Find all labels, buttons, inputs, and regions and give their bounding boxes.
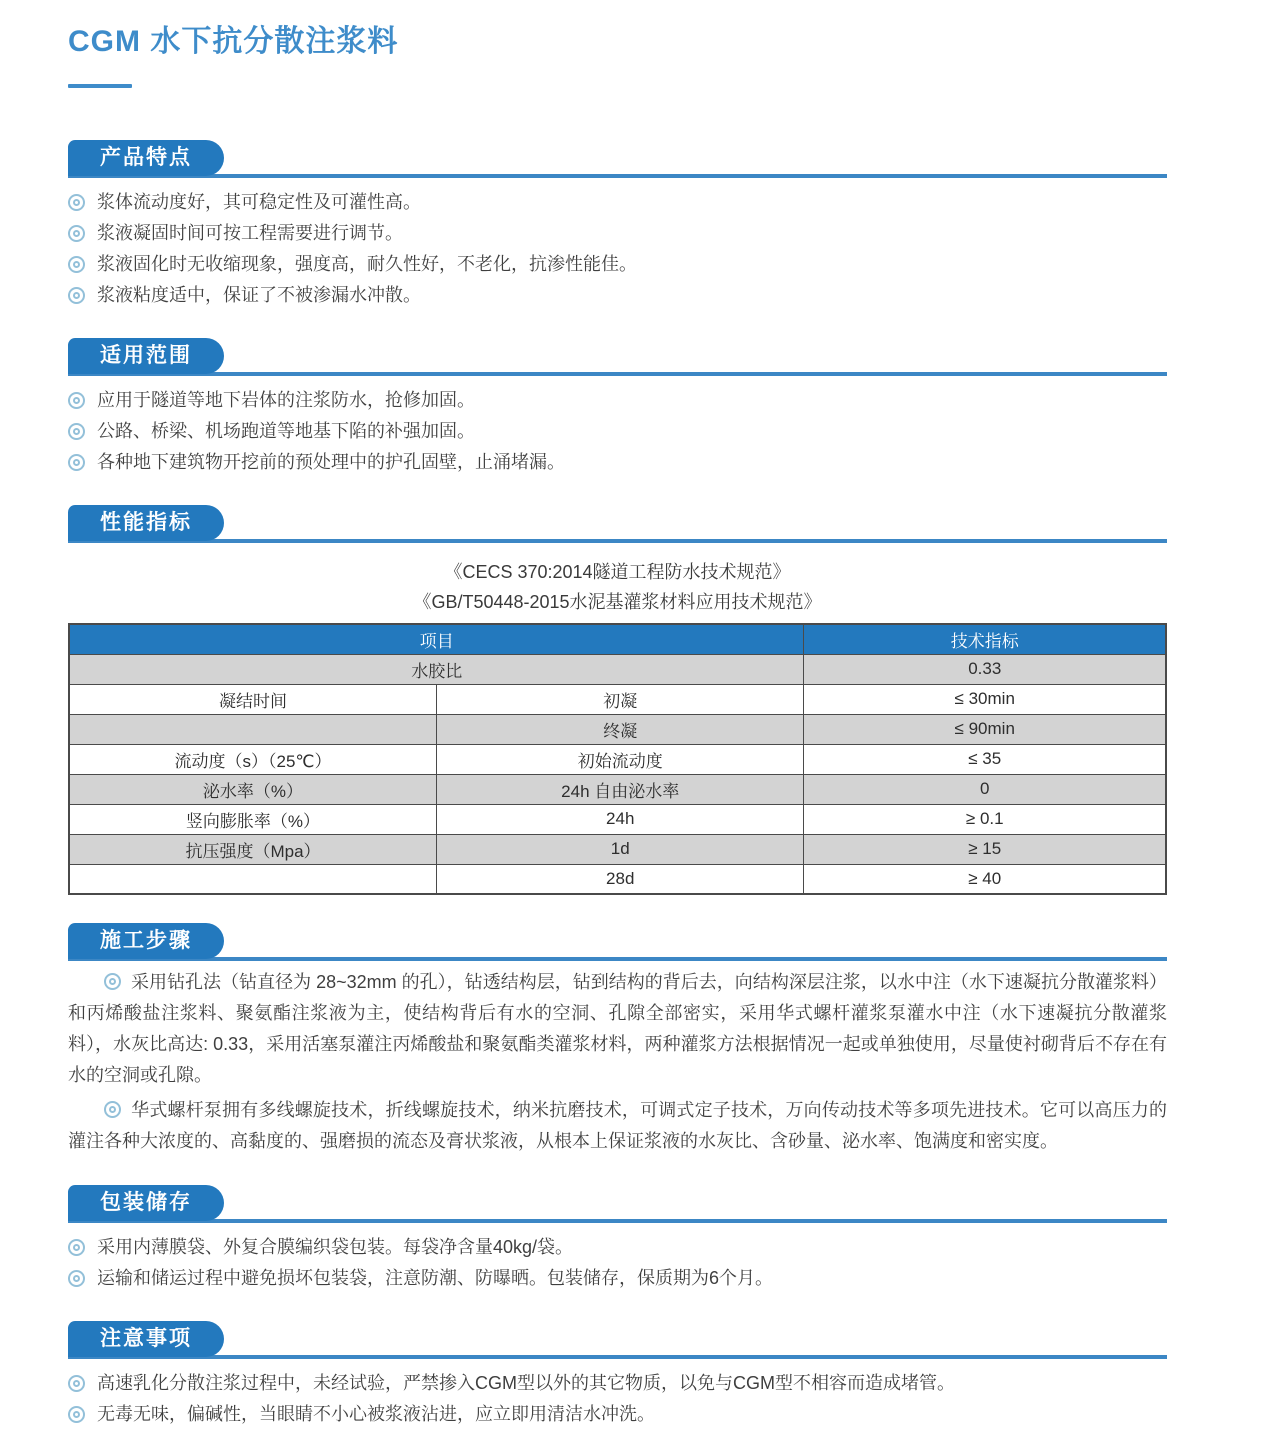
table-row <box>69 804 1166 834</box>
performance-table <box>68 623 1167 895</box>
table-cell: ≤ 35 <box>804 744 1166 774</box>
table-cell: 24h <box>436 804 803 834</box>
table-cell: 终凝 <box>436 714 803 744</box>
table-header-item: 项目 <box>69 624 804 654</box>
list-item-text: 采用内薄膜袋、外复合膜编织袋包装。每袋净含量40kg/袋。 <box>97 1237 574 1257</box>
table-header-indicator: 技术指标 <box>804 624 1166 654</box>
section-header-construction <box>68 923 1167 961</box>
table-cell <box>69 864 436 894</box>
table-row <box>69 714 1166 744</box>
section-header-notes <box>68 1321 1167 1359</box>
product-spec-page <box>0 16 1280 1429</box>
bullseye-bullet-icon <box>68 194 85 211</box>
bullseye-bullet-icon <box>68 1375 85 1392</box>
table-cell: ≥ 40 <box>804 864 1166 894</box>
list-item-text: 浆液粘度适中，保证了不被渗漏水冲散。 <box>97 285 421 305</box>
paragraph-text: 采用钻孔法（钻直径为 28~32mm 的孔），钻透结构层，钻到结构的背后去，向结构深层注浆，以水中注（水下速凝抗分散灌浆料）和丙烯酸盐注浆料、聚氨酯注浆液为主，使结构背后有水的空洞、孔隙全部密实，采用华式螺杆灌浆泵灌水中注（水下速凝抗分散灌浆料），水灰比高达: 0.33，采用活塞泵灌注丙烯酸盐和聚氨酯类灌浆材料，两种灌浆方法根据情况一起或单独使用，尽量使衬砌背后不存在有水的空洞或孔隙。 <box>68 972 1167 1085</box>
table-cell: 28d <box>436 864 803 894</box>
standard-reference: 《CECS 370:2014隧道工程防水技术规范》 <box>444 562 791 582</box>
table-row <box>69 744 1166 774</box>
table-cell: ≥ 0.1 <box>804 804 1166 834</box>
section-badge-scope: 适用范围 <box>68 338 224 374</box>
bullseye-bullet-icon <box>104 973 121 990</box>
table-cell: 泌水率（%） <box>69 774 436 804</box>
page-title: CGM 水下抗分散注浆料 <box>68 25 399 58</box>
features-bullet-list <box>68 188 1167 310</box>
construction-paragraph <box>68 1095 1167 1157</box>
table-cell: 24h 自由泌水率 <box>436 774 803 804</box>
bullseye-bullet-icon <box>104 1101 121 1118</box>
list-item <box>68 250 1167 279</box>
table-row <box>69 684 1166 714</box>
list-item-text: 各种地下建筑物开挖前的预处理中的护孔固壁，止涌堵漏。 <box>97 452 565 472</box>
list-item <box>68 188 1167 217</box>
bullseye-bullet-icon <box>68 454 85 471</box>
list-item <box>68 1400 1167 1429</box>
table-cell: 初始流动度 <box>436 744 803 774</box>
list-item-text: 高速乳化分散注浆过程中，未经试验，严禁掺入CGM型以外的其它物质，以免与CGM型不相容而造成堵管。 <box>97 1373 955 1393</box>
paragraph-text: 华式螺杆泵拥有多线螺旋技术，折线螺旋技术，纳米抗磨技术，可调式定子技术，万向传动技术等多项先进技术。它可以高压力的灌注各种大浓度的、高黏度的、强磨损的流态及膏状浆液，从根本上保证浆液的水灰比、含砂量、泌水率、饱满度和密实度。 <box>68 1100 1167 1151</box>
list-item <box>68 448 1167 477</box>
list-item-text: 应用于隧道等地下岩体的注浆防水，抢修加固。 <box>97 390 475 410</box>
bullseye-bullet-icon <box>68 1406 85 1423</box>
list-item-text: 浆液凝固时间可按工程需要进行调节。 <box>97 223 403 243</box>
section-header-scope <box>68 338 1167 376</box>
table-cell <box>69 714 436 744</box>
table-cell: 抗压强度（Mpa） <box>69 834 436 864</box>
table-cell: 竖向膨胀率（%） <box>69 804 436 834</box>
list-item-text: 浆液固化时无收缩现象，强度高，耐久性好，不老化，抗渗性能佳。 <box>97 254 637 274</box>
packaging-bullet-list <box>68 1233 1167 1293</box>
table-cell: ≤ 90min <box>804 714 1166 744</box>
list-item <box>68 1369 1167 1398</box>
list-item-text: 公路、桥梁、机场跑道等地基下陷的补强加固。 <box>97 421 475 441</box>
list-item-text: 运输和储运过程中避免损坏包装袋，注意防潮、防曝晒。包装储存，保质期为6个月。 <box>97 1268 774 1288</box>
table-cell: 水胶比 <box>69 654 804 684</box>
construction-paragraphs <box>68 967 1167 1157</box>
bullseye-bullet-icon <box>68 225 85 242</box>
table-cell: ≤ 30min <box>804 684 1166 714</box>
list-item <box>68 1264 1167 1293</box>
section-header-features <box>68 140 1167 178</box>
construction-paragraph <box>68 967 1167 1091</box>
list-item <box>68 417 1167 446</box>
bullseye-bullet-icon <box>68 256 85 273</box>
list-item-text: 无毒无味，偏碱性，当眼睛不小心被浆液沾进，应立即用清洁水冲洗。 <box>97 1404 655 1424</box>
title-underline <box>68 84 132 88</box>
bullseye-bullet-icon <box>68 1270 85 1287</box>
section-badge-packaging: 包装储存 <box>68 1185 224 1221</box>
scope-bullet-list <box>68 386 1167 477</box>
section-header-packaging <box>68 1185 1167 1223</box>
bullseye-bullet-icon <box>68 423 85 440</box>
list-item-text: 浆体流动度好，其可稳定性及可灌性高。 <box>97 192 421 212</box>
section-badge-features: 产品特点 <box>68 140 224 176</box>
table-cell: 1d <box>436 834 803 864</box>
section-badge-notes: 注意事项 <box>68 1321 224 1357</box>
table-cell: ≥ 15 <box>804 834 1166 864</box>
section-badge-performance: 性能指标 <box>68 505 224 541</box>
standards-references <box>68 557 1167 617</box>
bullseye-bullet-icon <box>68 392 85 409</box>
bullseye-bullet-icon <box>68 287 85 304</box>
notes-bullet-list <box>68 1369 1167 1429</box>
table-row <box>69 654 1166 684</box>
table-cell: 凝结时间 <box>69 684 436 714</box>
section-header-performance <box>68 505 1167 543</box>
table-cell: 流动度（s）（25℃） <box>69 744 436 774</box>
list-item <box>68 219 1167 248</box>
table-row <box>69 834 1166 864</box>
standard-reference: 《GB/T50448-2015水泥基灌浆材料应用技术规范》 <box>413 592 822 612</box>
table-row <box>69 774 1166 804</box>
table-header-row <box>69 624 1166 654</box>
list-item <box>68 386 1167 415</box>
table-cell: 初凝 <box>436 684 803 714</box>
table-row <box>69 864 1166 894</box>
list-item <box>68 281 1167 310</box>
table-cell: 0.33 <box>804 654 1166 684</box>
list-item <box>68 1233 1167 1262</box>
bullseye-bullet-icon <box>68 1239 85 1256</box>
section-badge-construction: 施工步骤 <box>68 923 224 959</box>
table-cell: 0 <box>804 774 1166 804</box>
